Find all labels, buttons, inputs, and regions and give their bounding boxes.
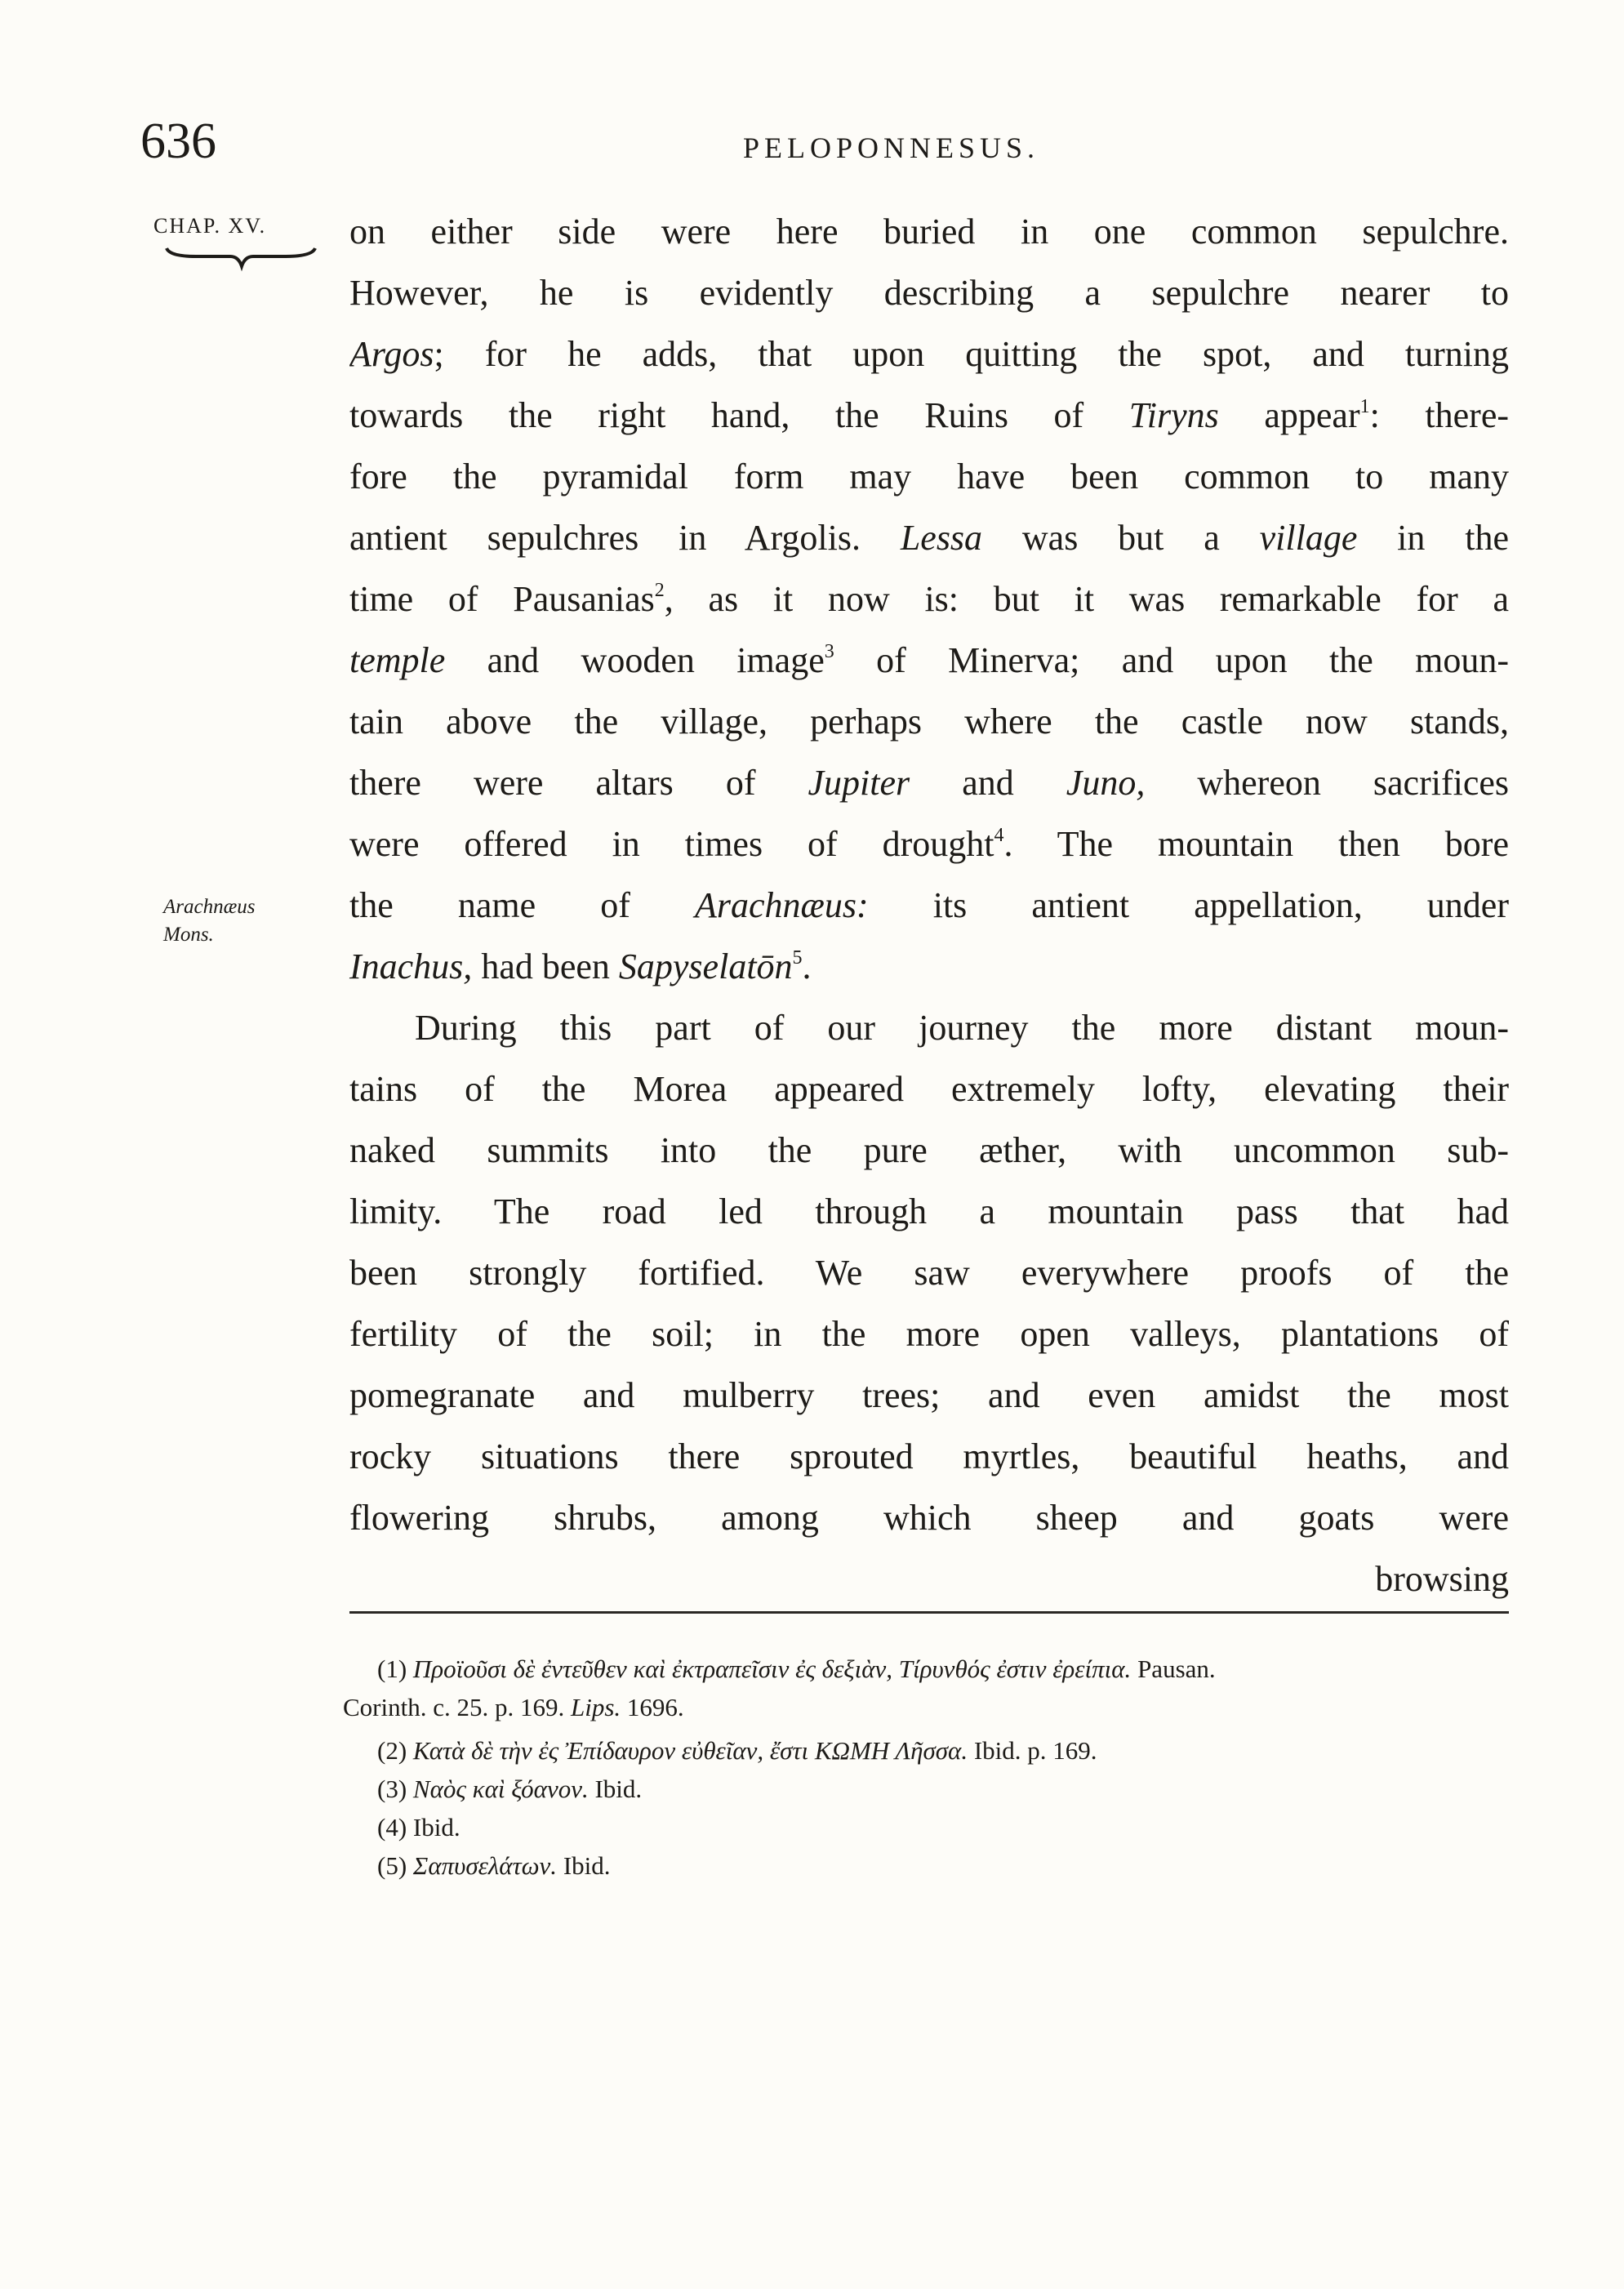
text-line: During this part of our journey the more distant moun- — [415, 1008, 1509, 1048]
text-line: there were altars of Jupiter and Juno, whereon sacrifices — [349, 763, 1509, 803]
text-line: temple and wooden image$^3$ of Minerva; and upon the moun- — [349, 640, 1509, 680]
chapter-label: CHAP. XV. — [154, 214, 267, 238]
text-line: flowering shrubs, among which sheep and goats were — [349, 1498, 1509, 1538]
catchword: browsing — [1375, 1559, 1509, 1599]
margin-note-line: Arachnæus — [163, 896, 256, 918]
text-line: antient sepulchres in Argolis. Lessa was but a village in the — [349, 518, 1509, 558]
footnote-rule — [349, 1611, 1509, 1614]
text-line: Argos; for he adds, that upon quitting the spot, and turning — [349, 334, 1509, 374]
text-line: pomegranate and mulberry trees; and even amidst the most — [349, 1375, 1509, 1415]
margin-note-line: Mons. — [163, 924, 214, 946]
text-line: tains of the Morea appeared extremely lofty, elevating their — [349, 1069, 1509, 1109]
footnote-5: (5) Σαπυσελάτων. Ibid. — [377, 1851, 611, 1880]
text-line: naked summits into the pure æther, with uncommon sub- — [349, 1130, 1509, 1170]
body-text — [349, 201, 1509, 1610]
footnote-2: (2) Κατὰ δὲ τὴν ἐς Ἐπίδαυρον εὐθεῖαν, ἔστι ΚΩΜΗ Λῆσσα. Ibid. p. 169. — [377, 1736, 1097, 1765]
text-line: towards the right hand, the Ruins of Tiryns appear$^1$: there- — [349, 395, 1509, 435]
footnote-4: (4) Ibid. — [377, 1813, 461, 1841]
footnote-1: (1) Προϊοῦσι δὲ ἐντεῦθεν καὶ ἐκτραπεῖσιν ἐς δεξιὰν, Τίρυνθός ἐστιν ἐρείπια. Pausan. — [377, 1654, 1216, 1683]
text-line: rocky situations there sprouted myrtles, beautiful heaths, and — [349, 1436, 1509, 1476]
text-line: limity. The road led through a mountain pass that had — [349, 1191, 1509, 1231]
running-head: PELOPONNESUS. — [743, 131, 1040, 164]
text-line: time of Pausanias$^2$, as it now is: but it was remarkable for a — [349, 579, 1509, 619]
text-line: were offered in times of drought$^4$. The mountain then bore — [349, 824, 1509, 864]
text-line: fore the pyramidal form may have been common to many — [349, 456, 1509, 497]
chapter-brace-ornament — [163, 245, 318, 278]
text-line: Inachus, had been Sapyselatōn$^5$. — [349, 946, 812, 986]
margin-note — [163, 893, 256, 949]
text-line: fertility of the soil; in the more open valleys, plantations of — [349, 1314, 1509, 1354]
footnotes — [343, 1650, 1520, 1885]
text-line: been strongly fortified. We saw everywhere proofs of the — [349, 1253, 1509, 1293]
text-line: However, he is evidently describing a sepulchre nearer to — [349, 273, 1509, 313]
footnote-3: (3) Ναὸς καὶ ξόανον. Ibid. — [377, 1775, 643, 1803]
page-number: 636 — [140, 114, 216, 169]
footnote-1-continued: Corinth. c. 25. p. 169. Lips. 1696. — [343, 1693, 684, 1721]
text-line: on either side were here buried in one common sepulchre. — [349, 212, 1509, 252]
text-line: tain above the village, perhaps where the castle now stands, — [349, 701, 1509, 741]
text-line: the name of Arachnæus: its antient appellation, under — [349, 885, 1509, 925]
